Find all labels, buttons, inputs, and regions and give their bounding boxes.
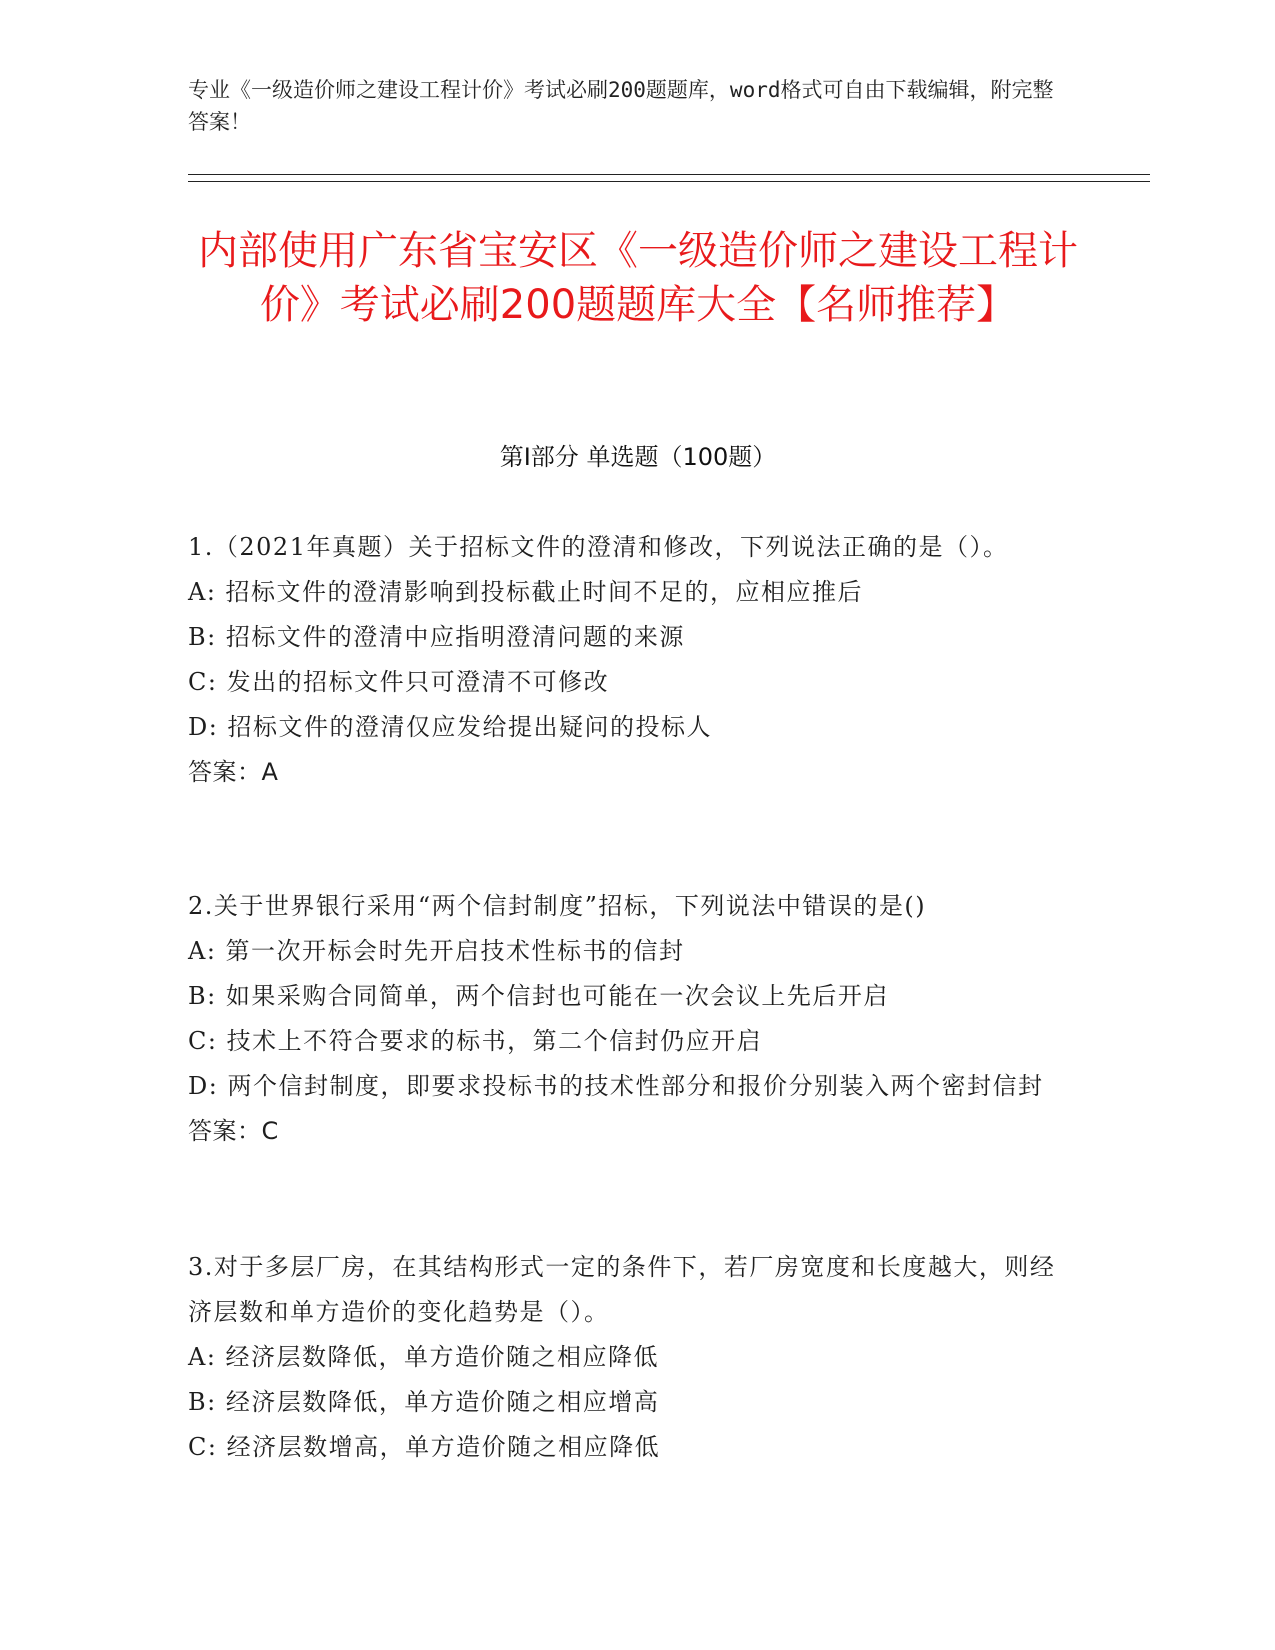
option-c: C: 发出的招标文件只可澄清不可修改 [188,668,610,696]
header-rule-top [188,174,1150,175]
document-title: 内部使用广东省宝安区《一级造价师之建设工程计价》考试必刷200题题库大全【名师推荐】 [198,228,1078,328]
answer-line: 答案：A [188,758,279,786]
option-b: B: 如果采购合同简单，两个信封也可能在一次会议上先后开启 [188,982,889,1010]
question-3 [188,1245,1068,1470]
question-stem: 1.（2021年真题）关于招标文件的澄清和修改，下列说法正确的是（）。 [188,533,1009,561]
option-d: D: 招标文件的澄清仅应发给提出疑问的投标人 [188,713,712,741]
header-note: 专业《一级造价师之建设工程计价》考试必刷200题题库，word格式可自由下载编辑，附完整答案！ [188,78,1054,134]
option-b: B: 招标文件的澄清中应指明澄清问题的来源 [188,623,685,651]
option-a: A: 经济层数降低，单方造价随之相应降低 [188,1343,660,1371]
option-c: C: 经济层数增高，单方造价随之相应降低 [188,1433,661,1461]
option-d: D: 两个信封制度，即要求投标书的技术性部分和报价分别装入两个密封信封 [188,1072,1044,1100]
option-a: A: 第一次开标会时先开启技术性标书的信封 [188,937,685,965]
option-c: C: 技术上不符合要求的标书，第二个信封仍应开启 [188,1027,763,1055]
option-b: B: 经济层数降低，单方造价随之相应增高 [188,1388,660,1416]
question-stem: 2.关于世界银行采用“两个信封制度”招标，下列说法中错误的是() [188,892,927,920]
question-stem: 3.对于多层厂房，在其结构形式一定的条件下，若厂房宽度和长度越大，则经济层数和单方造价的变化趋势是（）。 [188,1253,1056,1326]
answer-line: 答案：C [188,1117,279,1145]
question-1 [188,525,1068,795]
section-heading: 第I部分 单选题（100题） [499,443,777,471]
question-2 [188,884,1068,1154]
option-a: A: 招标文件的澄清影响到投标截止时间不足的，应相应推后 [188,578,864,606]
header-rule-bottom [188,181,1150,182]
